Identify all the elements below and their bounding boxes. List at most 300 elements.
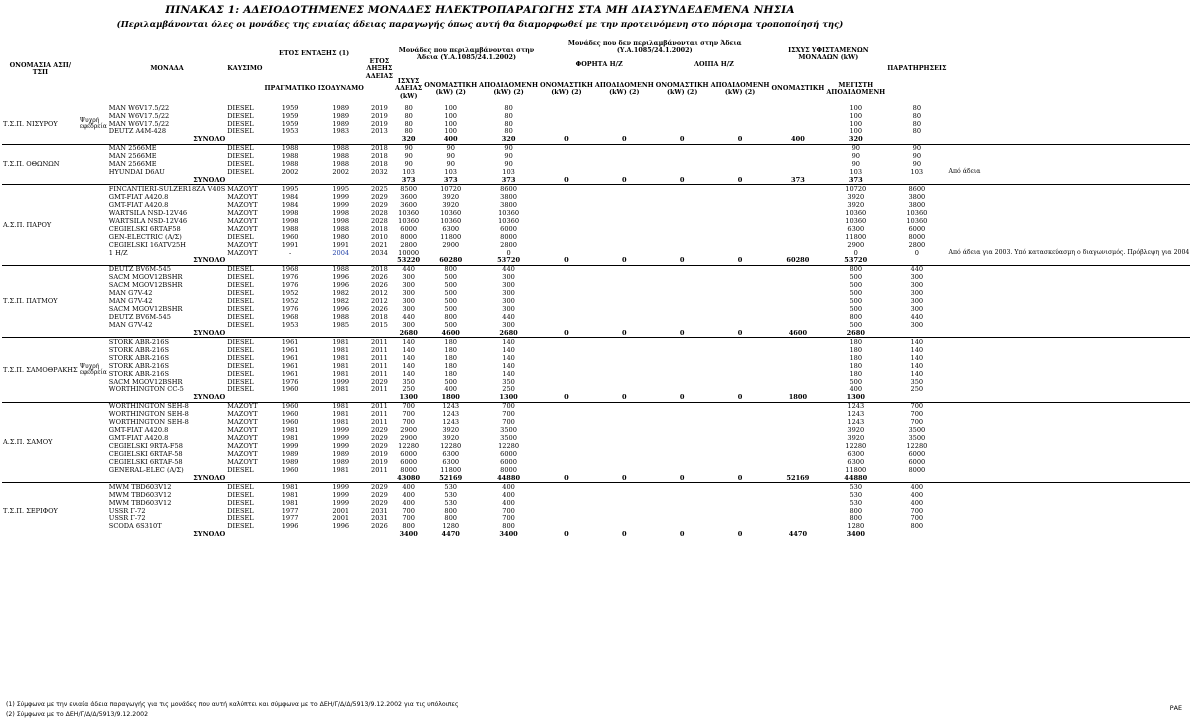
table-cell: DIESEL [226, 483, 263, 491]
table-cell: 2018 [371, 313, 388, 322]
table-cell: 1981 [263, 483, 316, 491]
table-cell: FINCANTIERI-SULZER18ZA V40S [108, 185, 226, 194]
table-cell: DIESEL [227, 465, 254, 474]
table-cell: 80 [912, 111, 922, 120]
table-cell [710, 434, 771, 442]
table-cell: ΜΑΖΟΥΤ [227, 224, 258, 233]
table-cell: 500 [444, 281, 457, 290]
table-cell: 6000 [908, 224, 926, 233]
table-cell [770, 298, 825, 306]
table-cell: 2002 [281, 168, 299, 177]
table-cell [594, 402, 655, 410]
table-row [2, 321, 1190, 329]
table-cell: DIESEL [227, 119, 254, 128]
table-cell [594, 499, 655, 507]
total-value: 373 [791, 176, 805, 185]
table-cell: 300 [402, 281, 415, 290]
table-cell: CEGIELSKI 16ATV25H [108, 240, 186, 249]
table-cell [539, 305, 594, 313]
table-cell [594, 419, 655, 427]
total-value: 53720 [497, 256, 521, 265]
table-cell [710, 466, 771, 474]
table-cell: STORK ABR-216S [108, 361, 170, 370]
table-cell: MAN W6V17.5/22 [108, 103, 170, 112]
table-cell: 11800 [440, 232, 462, 241]
table-cell: DEUTZ BV6M-545 [108, 265, 226, 273]
table-cell: 6300 [442, 224, 460, 233]
table-cell [594, 274, 655, 282]
table-row [2, 169, 1190, 177]
table-cell: 1961 [281, 353, 299, 362]
total-value: 400 [443, 135, 458, 144]
total-value: 3400 [846, 530, 865, 539]
table-cell: 180 [444, 361, 457, 370]
table-cell: 440 [402, 313, 415, 322]
table-row [2, 427, 1190, 435]
table-cell: 1995 [263, 185, 316, 193]
table-cell: 10360 [498, 208, 520, 217]
total-value: 43080 [397, 473, 421, 482]
table-cell: 180 [423, 338, 478, 346]
table-cell: 12280 [498, 442, 520, 451]
table-row [2, 515, 1190, 523]
table-cell: 530 [849, 490, 863, 499]
table-cell [655, 483, 710, 491]
table-cell: 2019 [371, 111, 388, 120]
table-row [2, 305, 1190, 313]
table-cell [710, 265, 771, 273]
table-cell: 2019 [371, 103, 388, 112]
table-cell: DIESEL [227, 168, 254, 177]
table-cell [539, 282, 594, 290]
table-cell [655, 434, 710, 442]
table-cell: 2900 [847, 240, 865, 249]
table-cell: 80 [504, 127, 513, 136]
table-cell: MAN G7V-42 [108, 297, 153, 306]
remark-cell [948, 290, 1190, 298]
table-cell: 300 [402, 297, 415, 306]
table-cell: 400 [502, 498, 515, 507]
table-cell [539, 144, 594, 152]
table-cell: 530 [444, 490, 457, 499]
remark-cell [948, 321, 1190, 329]
table-cell: 530 [849, 498, 863, 507]
remark-cell [948, 225, 1190, 233]
table-cell [770, 378, 825, 386]
table-cell [655, 378, 710, 386]
table-cell: 1988 [317, 144, 365, 152]
table-cell: 1960 [281, 465, 299, 474]
table-cell [886, 176, 947, 184]
table-cell [710, 346, 771, 354]
table-cell [655, 161, 710, 169]
table-cell [710, 442, 771, 450]
table-cell: 1996 [281, 522, 299, 531]
table-cell: 1999 [332, 434, 350, 443]
table-cell: 500 [849, 320, 863, 329]
table-row [2, 209, 1190, 217]
table-cell: 1991 [281, 240, 299, 249]
table-cell: 140 [402, 353, 415, 362]
table-cell: 1988 [281, 152, 299, 161]
table-cell: 1243 [825, 402, 886, 410]
header-output-1: ΑΠΟΔΙΔΟΜΕΝΗ (kW) (2) [479, 80, 538, 96]
table-cell: 1998 [281, 216, 299, 225]
remark-cell [948, 185, 1190, 193]
table-cell [655, 209, 710, 217]
table-cell: 700 [910, 410, 924, 419]
table-row [2, 233, 1190, 241]
table-cell [539, 298, 594, 306]
table-cell: 800 [402, 522, 415, 531]
table-cell [594, 434, 655, 442]
total-value: 0 [564, 256, 569, 265]
table-cell [365, 176, 394, 184]
table-cell: DIESEL [227, 297, 254, 306]
table-cell: 3500 [500, 434, 517, 443]
table-cell [770, 466, 825, 474]
table-cell: 2034 [371, 248, 388, 257]
remark-cell [948, 153, 1190, 161]
table-cell [710, 161, 771, 169]
table-cell [539, 112, 594, 120]
table-cell: 2026 [371, 273, 388, 282]
table-cell: 1981 [332, 385, 350, 394]
table-cell: 350 [910, 377, 924, 386]
table-cell [770, 419, 825, 427]
total-value: 0 [622, 393, 627, 402]
total-value: 1800 [788, 393, 808, 402]
table-cell: DIESEL [227, 377, 254, 386]
page-title: ΠΙΝΑΚΑΣ 1: ΑΔΕΙΟΔΟΤΗΜΕΝΕΣ ΜΟΝΑΔΕΣ ΗΛΕΚΤΡΟΠΑΡΑΓΩΓΗΣ ΣΤΑ ΜΗ ΔΙΑΣΥΝΔΕΔΕΜΕΝΑ ΝΗΣΙΑ [165, 4, 795, 16]
table-cell: 300 [402, 305, 415, 314]
table-cell: 10360 [498, 216, 520, 225]
remark-cell: Από άδεια για 2003. Υπό κατασκεύασμη ο διαγωνισμός. Πρόβλεψη για 2004 [948, 248, 1190, 256]
table-cell [655, 305, 710, 313]
table-row [2, 386, 1190, 394]
table-cell [594, 282, 655, 290]
table-cell: 400 [394, 483, 423, 491]
table-cell [710, 362, 771, 370]
table-cell: 300 [502, 297, 515, 306]
table-cell [710, 185, 771, 193]
table-cell: MWM TBD603V12 [108, 490, 172, 499]
table-cell [770, 338, 825, 346]
table-cell: 2012 [371, 297, 388, 306]
table-cell [770, 434, 825, 442]
table-row [2, 370, 1190, 378]
table-cell: 1988 [332, 313, 350, 322]
table-cell: 10360 [398, 208, 420, 217]
table-cell: 2029 [371, 192, 388, 201]
table-cell: 10360 [440, 216, 462, 225]
total-value: 0 [622, 530, 627, 539]
table-cell [710, 209, 771, 217]
table-cell: 12280 [398, 442, 420, 451]
table-cell: 2010 [371, 232, 388, 241]
table-cell: 3500 [908, 426, 926, 435]
table-cell: 2015 [371, 320, 388, 329]
table-cell: 3500 [908, 434, 926, 443]
table-cell: ΜΑΖΟΥΤ [226, 185, 263, 193]
table-cell: 1243 [442, 410, 460, 419]
table-cell: 1988 [332, 224, 350, 233]
table-cell [710, 450, 771, 458]
table-cell: 700 [910, 506, 924, 515]
table-cell [886, 329, 947, 337]
table-cell: 80 [912, 103, 922, 112]
table-cell [710, 378, 771, 386]
remark-cell [948, 144, 1190, 152]
total-value: 0 [564, 135, 569, 144]
table-cell [710, 104, 771, 112]
table-cell [710, 507, 771, 515]
table-cell [539, 402, 594, 410]
table-cell [594, 354, 655, 362]
table-cell: 90 [886, 144, 947, 152]
table-cell: 180 [444, 353, 457, 362]
table-cell [770, 233, 825, 241]
table-cell: STORK ABR-216S [108, 345, 170, 354]
table-cell: 1989 [281, 457, 299, 466]
table-cell: 1998 [332, 208, 350, 217]
table-cell: 1999 [332, 498, 350, 507]
table-cell: 1243 [442, 418, 460, 427]
table-cell: 700 [402, 506, 415, 515]
total-label: ΣΥΝΟΛΟ [193, 135, 226, 144]
table-cell: 800 [502, 522, 515, 531]
table-cell: 2031 [371, 506, 388, 515]
table-cell: ΜΑΖΟΥΤ [227, 208, 258, 217]
table-cell [594, 298, 655, 306]
page-label: ΡΑΕ [1169, 704, 1182, 712]
table-cell: 140 [478, 338, 539, 346]
table-cell [770, 305, 825, 313]
table-cell: 300 [502, 320, 515, 329]
table-cell: CEGIELSKI 6RTAF58 [108, 224, 181, 233]
header-nominal-4: ΟΝΟΜΑΣΤΙΚΗ [771, 84, 825, 93]
table-cell: 90 [404, 160, 413, 169]
table-cell: GMT-FIAT A420.8 [108, 192, 169, 201]
table-cell [710, 201, 771, 209]
total-value: 44880 [844, 473, 868, 482]
table-cell [655, 120, 710, 128]
table-cell [710, 153, 771, 161]
table-cell [594, 112, 655, 120]
table-cell: 3920 [847, 426, 865, 435]
table-cell [770, 274, 825, 282]
table-cell: 300 [910, 305, 924, 314]
table-row [2, 282, 1190, 290]
table-cell: 6000 [500, 224, 517, 233]
table-cell: 10360 [845, 208, 867, 217]
table-cell: 2011 [365, 338, 394, 346]
table-cell [655, 225, 710, 233]
table-cell: 400 [402, 498, 415, 507]
table-cell [539, 434, 594, 442]
table-cell: 300 [402, 289, 415, 298]
table-row [2, 491, 1190, 499]
table-cell [710, 354, 771, 362]
table-cell [263, 257, 316, 265]
total-value: 0 [737, 135, 743, 144]
cooling-note [79, 483, 108, 539]
table-cell [655, 427, 710, 435]
table-cell: 700 [502, 410, 515, 419]
table-cell [886, 257, 947, 265]
table-cell [770, 153, 825, 161]
table-cell: ΜΑΖΟΥΤ [227, 457, 258, 466]
table-row [2, 153, 1190, 161]
table-cell: 2028 [371, 216, 388, 225]
table-cell [263, 394, 316, 402]
table-cell: 0 [914, 248, 919, 257]
table-cell: 500 [444, 377, 457, 386]
table-cell: 1999 [332, 490, 350, 499]
table-cell: 2011 [371, 369, 388, 378]
table-cell: 2011 [371, 385, 388, 394]
table-cell: 1988 [263, 144, 316, 152]
table-cell: 2026 [371, 305, 388, 314]
table-cell: 1960 [263, 402, 316, 410]
table-cell [226, 394, 263, 402]
remark-cell [948, 386, 1190, 394]
table-cell: SACM MGOV12BSHR [108, 377, 183, 386]
table-cell [655, 338, 710, 346]
table-cell: 440 [910, 313, 924, 322]
table-cell [710, 491, 771, 499]
table-cell [655, 491, 710, 499]
table-cell: CEGIELSKI 6RTAF-58 [108, 457, 183, 466]
header-group-unlicensed [539, 34, 770, 74]
total-value: 60280 [786, 256, 810, 265]
table-cell: 1981 [317, 338, 365, 346]
table-cell: 100 [444, 111, 457, 120]
remark-cell [948, 274, 1190, 282]
table-cell: 80 [504, 103, 513, 112]
table-cell [226, 474, 263, 482]
table-cell: 8600 [478, 185, 539, 193]
table-cell: MWM TBD603V12 [108, 483, 226, 491]
table-cell [886, 136, 947, 144]
table-cell: WORTHINGTON SEH-8 [108, 402, 226, 410]
total-value: 52169 [786, 473, 810, 482]
table-cell [886, 394, 947, 402]
remark-cell [948, 523, 1190, 531]
total-value: 0 [737, 393, 743, 402]
total-value: 0 [679, 328, 685, 337]
table-cell [539, 515, 594, 523]
table-cell: DIESEL [227, 361, 254, 370]
table-cell: 2900 [442, 240, 460, 249]
table-cell: 2018 [371, 152, 388, 161]
table-cell: 1999 [332, 192, 350, 201]
remark-cell: Από άδεια [948, 168, 981, 176]
table-cell [594, 193, 655, 201]
table-cell: 6000 [400, 449, 418, 458]
table-cell: 1983 [332, 127, 350, 136]
table-cell [655, 104, 710, 112]
table-cell: 400 [910, 498, 924, 507]
remark-cell [948, 434, 1190, 442]
table-cell [263, 176, 316, 184]
table-cell: 3600 [400, 192, 418, 201]
table-cell: 2032 [371, 168, 388, 177]
table-cell: 1 Η/Ζ [108, 248, 128, 257]
cooling-note [79, 185, 108, 265]
table-cell: 3600 [400, 200, 418, 209]
table-cell: 500 [849, 297, 863, 306]
remark-cell [948, 209, 1190, 217]
table-cell [655, 144, 710, 152]
table-cell [770, 370, 825, 378]
table-cell: SACM MGOV12BSHR [108, 305, 183, 314]
total-value: 0 [737, 530, 743, 539]
table-cell: 2004 [332, 248, 350, 257]
table-cell: 1961 [281, 345, 299, 354]
table-cell: 8000 [400, 465, 418, 474]
table-cell: 1280 [847, 522, 865, 531]
table-cell [539, 466, 594, 474]
table-cell [770, 313, 825, 321]
table-cell [317, 531, 365, 539]
table-row [2, 128, 1190, 136]
table-cell [770, 265, 825, 273]
table-cell [770, 483, 825, 491]
table-cell [594, 241, 655, 249]
table-cell [594, 378, 655, 386]
table-cell: 2019 [371, 119, 388, 128]
table-cell: DIESEL [227, 522, 254, 531]
table-cell [710, 313, 771, 321]
table-cell: STORK ABR-216S [108, 338, 226, 346]
table-cell: 100 [444, 103, 457, 112]
table-cell [539, 209, 594, 217]
table-cell: 1999 [281, 442, 299, 451]
table-cell [770, 120, 825, 128]
table-cell: 1977 [281, 514, 299, 523]
table-cell: 140 [402, 345, 415, 354]
remark-cell [948, 370, 1190, 378]
table-cell: ΜΑΖΟΥΤ [227, 240, 258, 249]
table-cell: 300 [910, 320, 924, 329]
table-cell [710, 338, 771, 346]
table-cell: 1989 [332, 449, 350, 458]
table-cell: 6000 [908, 449, 926, 458]
table-cell [594, 120, 655, 128]
table-cell: 1959 [281, 119, 299, 128]
table-cell [655, 419, 710, 427]
table-cell: 2900 [400, 426, 418, 435]
table-cell: 1960 [281, 410, 299, 419]
table-row [2, 112, 1190, 120]
table-cell [886, 474, 947, 482]
table-cell: 2800 [908, 240, 926, 249]
total-value: 0 [679, 530, 685, 539]
header-unit: ΜΟΝΑΔΑ [150, 64, 184, 73]
table-cell [594, 161, 655, 169]
table-cell [710, 144, 771, 152]
table-cell: WORTHINGTON SEH-8 [108, 410, 189, 419]
table-cell: 350 [402, 377, 415, 386]
table-cell: 10360 [440, 208, 462, 217]
table-cell [710, 458, 771, 466]
remark-cell [948, 491, 1190, 499]
table-cell [594, 491, 655, 499]
table-cell: 80 [912, 127, 922, 136]
table-cell: 11800 [845, 232, 867, 241]
table-cell: 1988 [281, 224, 299, 233]
